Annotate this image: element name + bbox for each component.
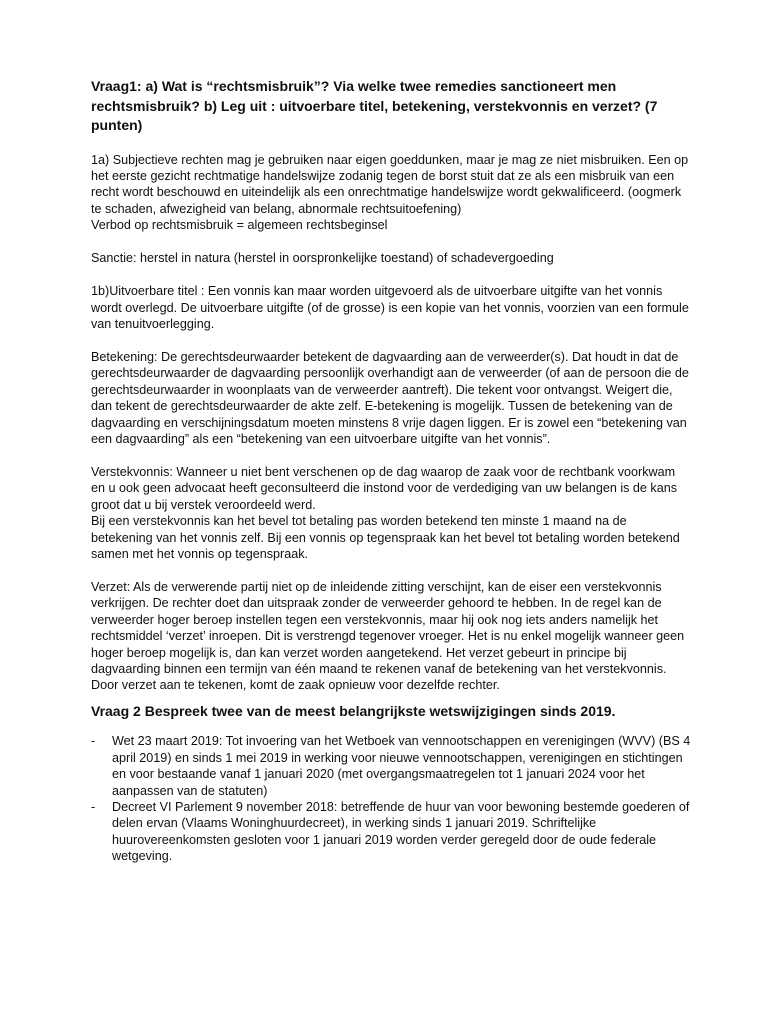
answer-1b-verstekvonnis-intro: Verstekvonnis: Wanneer u niet bent verschenen op de dag waarop de zaak voor de rechtbank voorkwam en u ook geen advocaat heeft geconsulteerd die instond voor de verdediging van uw belangen is de kans groot dat u bij verstek veroordeeld werd. xyxy=(91,464,678,512)
answer-1a-sanctie: Sanctie: herstel in natura (herstel in oorspronkelijke toestand) of schadevergoeding xyxy=(91,251,554,266)
answer-1b-betekening: Betekening: De gerechtsdeurwaarder betekent de dagvaarding aan de verweerder(s). Dat houdt in dat de gerechtsdeurwaarder de dagvaarding persoonlijk overhandigt aan de verweerder (of aan de persoon die de gerechtsdeurwaarder in woonplaats van de verweerder aantreft). Die tekent voor ontvangst. Weigert die, dan tekent de gerechtsdeurwaarder de akte zelf. E-betekening is mogelijk. Tussen de betekening van de dagvaarding en verschijningsdatum moeten minstens 8 vrije dagen liggen. Er is zowel een “betekening van een dagvaarding” als een “betekening van een uitvoerbare uitgifte van het vonnis”. xyxy=(91,349,689,446)
list-item-text: Wet 23 maart 2019: Tot invoering van het Wetboek van vennootschappen en verenigingen (WVV) (BS 4 april 2019) en sinds 1 mei 2019 in werking voor nieuwe vennootschappen, verenigingen en stichtingen en voor bestaande vanaf 1 januari 2020 (met overgangsmaatregelen tot 1 januari 2024 voor het aanpassen van de statuten) xyxy=(112,734,691,798)
list-item-text: Decreet VI Parlement 9 november 2018: betreffende de huur van voor bewoning bestemde goederen of delen ervan (Vlaams Woninghuurdecreet), in werking sinds 1 januari 2019. Schriftelijke huurovereenkomsten gesloten voor 1 januari 2019 worden verder geregeld door de oude federale wetgeving. xyxy=(112,799,690,864)
list-item xyxy=(91,733,691,799)
answer-1a-verbod: Verbod op rechtsmisbruik = algemeen rechtsbeginsel xyxy=(91,218,388,233)
document-page xyxy=(91,77,691,865)
bullet-marker: - xyxy=(91,734,96,749)
bullet-marker: - xyxy=(91,799,96,814)
question-1-heading: Vraag1: a) Wat is “rechtsmisbruik”? Via welke twee remedies sanctioneert men rechtsmisbruik? b) Leg uit : uitvoerbare titel, betekening, verstekvonnis en verzet? (7 punten) xyxy=(91,78,658,133)
question-2-list xyxy=(91,733,691,864)
answer-1b-verzet: Verzet: Als de verwerende partij niet op de inleidende zitting verschijnt, kan de eiser een verstekvonnis verkrijgen. De rechter doet dan uitspraak zonder de verweerder gehoord te hebben. In de regel kan de verweerder hoger beroep instellen tegen een verstekvonnis, maar hij ook nog iets anders namelijk het rechtsmiddel ‘verzet’ inroepen. Dit is verstrengd tegenover vroeger. Het is nu enkel mogelijk wanneer geen hoger beroep mogelijk is, dan kan verzet worden aangetekend. Het verzet gebeurt in principe bij dagvaarding binnen een termijn van één maand te rekenen vanaf de betekening van het verstekvonnis. Door verzet aan te tekenen, komt de zaak opnieuw voor dezelfde rechter. xyxy=(91,580,685,693)
question-2-heading: Vraag 2 Bespreek twee van de meest belangrijkste wetswijzigingen sinds 2019. xyxy=(91,702,616,719)
answer-1b-uitvoerbare-titel: 1b)Uitvoerbare titel : Een vonnis kan maar worden uitgevoerd als de uitvoerbare uitgifte van het vonnis wordt overlegd. De uitvoerbare uitgifte (of de grosse) is een kopie van het vonnis, voorzien van een formule van tenuitvoerlegging. xyxy=(91,284,689,331)
answer-1a-definition: 1a) Subjectieve rechten mag je gebruiken naar eigen goeddunken, maar je mag ze niet misbruiken. Een op het eerste gezicht rechtmatige handelswijze zodanig tegen de borst stuit dat ze als een misbruik van een recht wordt beschouwd en uiteindelijk als een onrechtmatige handelswijze wordt gekwalificeerd. (oogmerk te schaden, afwezigheid van belang, abnormale rechtsuitoefening) xyxy=(91,152,689,216)
list-item xyxy=(91,799,691,865)
answer-1b-verstekvonnis-detail: Bij een verstekvonnis kan het bevel tot betaling pas worden betekend ten minste 1 maand na de betekening van het vonnis zelf. Bij een vonnis op tegenspraak kan het bevel tot betaling worden betekend samen met het vonnis op tegenspraak. xyxy=(91,514,680,561)
